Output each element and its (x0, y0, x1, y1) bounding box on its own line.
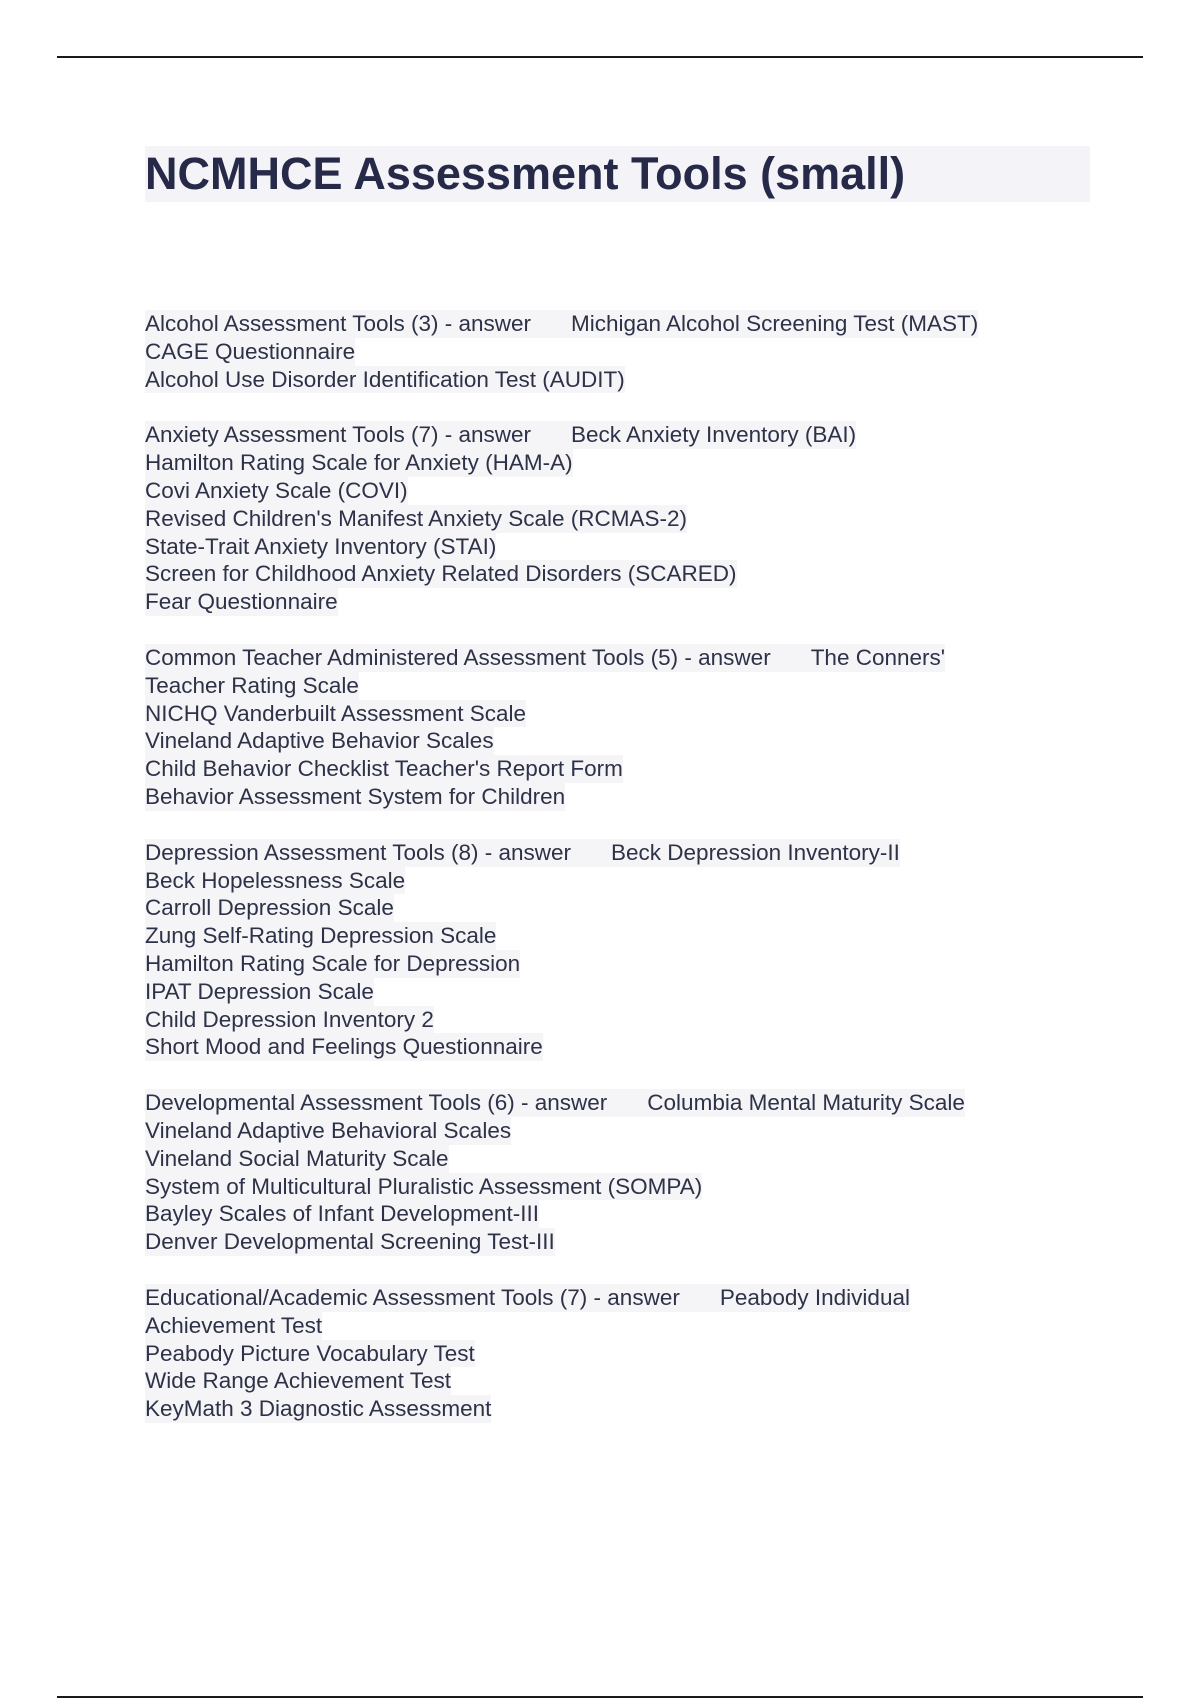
answer-line: Hamilton Rating Scale for Depression (145, 950, 521, 976)
question-line (145, 1089, 965, 1117)
answer-line: Fear Questionnaire (145, 589, 338, 615)
first-answer: Michigan Alcohol Screening Test (MAST) (571, 311, 979, 336)
question-text: Common Teacher Administered Assessment Tools (5) - answer (145, 644, 771, 670)
first-answer: Columbia Mental Maturity Scale (647, 1090, 965, 1116)
question-text: Developmental Assessment Tools (6) - answer (145, 1090, 608, 1116)
flashcard-entry (145, 644, 1090, 811)
answer-line: Short Mood and Feelings Questionnaire (145, 1034, 543, 1060)
flashcard-entry (145, 839, 1090, 1061)
question-line (145, 644, 945, 672)
question-line (145, 421, 856, 449)
answer-line: System of Multicultural Pluralistic Assessment (SOMPA) (145, 1173, 703, 1199)
answer-line: Wide Range Achievement Test (145, 1368, 452, 1394)
answer-line: IPAT Depression Scale (145, 978, 374, 1004)
first-answer-continued: Achievement Test (145, 1312, 323, 1338)
answer-line: Vineland Social Maturity Scale (145, 1145, 449, 1171)
answer-line: Child Behavior Checklist Teacher's Report Form (145, 756, 623, 782)
first-answer: Beck Anxiety Inventory (BAI) (570, 422, 857, 448)
first-answer-continued: Teacher Rating Scale (145, 672, 359, 698)
first-answer: Peabody Individual (719, 1284, 910, 1310)
question-text: Depression Assessment Tools (8) - answer (145, 839, 572, 865)
question-text: Anxiety Assessment Tools (7) - answer (145, 422, 531, 448)
answer-line: Denver Developmental Screening Test-III (145, 1229, 555, 1255)
answer-line: Zung Self-Rating Depression Scale (145, 923, 497, 949)
answer-line: Screen for Childhood Anxiety Related Disorders (SCARED) (145, 561, 737, 587)
answer-line: Covi Anxiety Scale (COVI) (145, 477, 408, 503)
first-answer: The Conners' (810, 644, 946, 670)
flashcard-entry (145, 421, 1090, 616)
answer-line: Behavior Assessment System for Children (145, 783, 566, 809)
bottom-rule (57, 1696, 1143, 1698)
question-text: Educational/Academic Assessment Tools (7) - answer (145, 1284, 680, 1310)
top-rule (57, 56, 1143, 58)
question-line (145, 839, 900, 867)
answer-line: Vineland Adaptive Behavioral Scales (145, 1117, 512, 1143)
flashcard-entry (145, 1089, 1090, 1256)
answer-line: KeyMath 3 Diagnostic Assessment (145, 1396, 492, 1422)
question-line (145, 310, 978, 338)
answer-line: CAGE Questionnaire (145, 338, 356, 364)
answer-line: State-Trait Anxiety Inventory (STAI) (145, 533, 497, 559)
document-page (145, 146, 1090, 1451)
answer-line: Revised Children's Manifest Anxiety Scale (RCMAS-2) (145, 505, 687, 531)
answer-line: Beck Hopelessness Scale (145, 867, 406, 893)
answer-line: Peabody Picture Vocabulary Test (145, 1340, 475, 1366)
first-answer: Beck Depression Inventory-II (611, 839, 900, 865)
answer-line: Alcohol Use Disorder Identification Test (AUDIT) (145, 366, 625, 392)
flashcard-entry (145, 310, 1090, 393)
answer-line: Bayley Scales of Infant Development-III (145, 1201, 539, 1227)
document-title: NCMHCE Assessment Tools (small) (145, 146, 1090, 202)
question-line (145, 1284, 910, 1312)
answer-line: Vineland Adaptive Behavior Scales (145, 728, 494, 754)
answer-line: NICHQ Vanderbuilt Assessment Scale (145, 700, 526, 726)
question-text: Alcohol Assessment Tools (3) - answer (145, 311, 531, 336)
answer-line: Child Depression Inventory 2 (145, 1006, 434, 1032)
flashcard-entry (145, 1284, 1090, 1423)
answer-line: Hamilton Rating Scale for Anxiety (HAM-A) (145, 450, 573, 476)
answer-line: Carroll Depression Scale (145, 895, 394, 921)
flashcard-list (145, 310, 1090, 1423)
